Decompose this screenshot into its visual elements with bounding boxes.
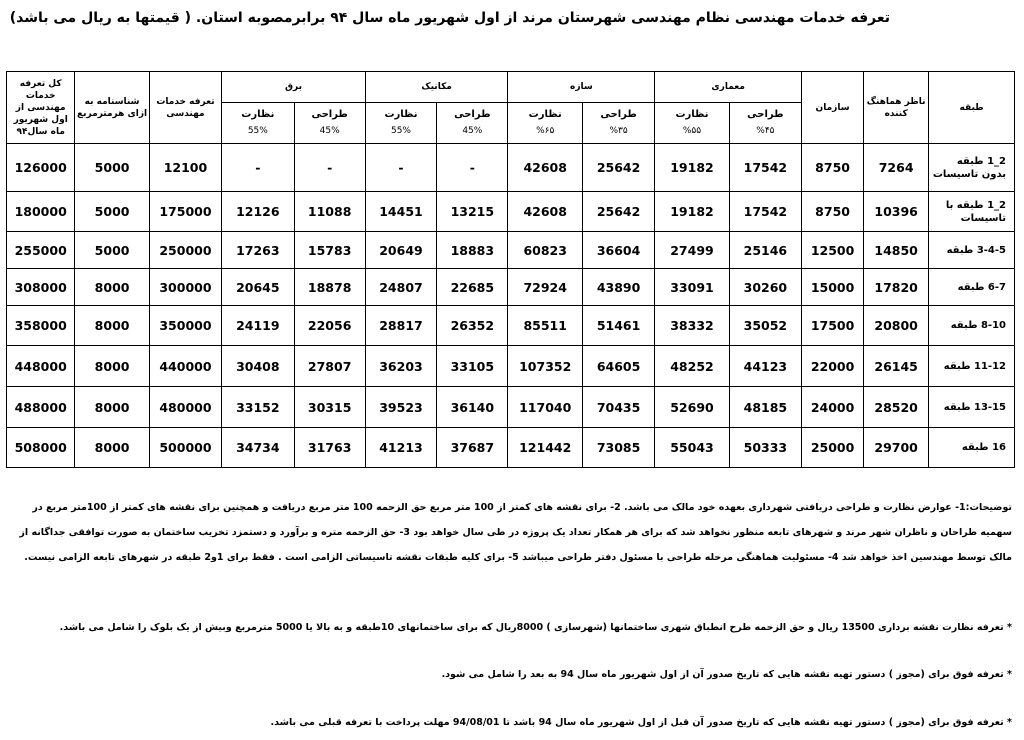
cell-engineering-fee: 300000 [149, 269, 221, 306]
cell-elec-design: 27807 [294, 346, 365, 387]
cell-str-supervision: 42608 [508, 192, 582, 232]
subheader-label: طراحی [311, 109, 348, 120]
cell-str-design: 25642 [582, 144, 654, 192]
cell-arch-design: 25146 [729, 232, 801, 269]
cell-organization: 22000 [802, 346, 864, 387]
table-row [7, 428, 1015, 468]
cell-mech-design: 37687 [437, 428, 508, 468]
note-item-1: * تعرفه نظارت نقشه برداری 13500 ریال و حق الزحمه طرح انطباق شهری ساختمانها (شهرسازی ) 8000ریال که برای ساختمانهای 10طبقه و به بالا یا 5000 مترمربع وبیش از یک بلوک را شامل می باشد. [59, 622, 1012, 633]
subheader-str-supervision [508, 103, 582, 144]
cell-floor: 16 طبقه [929, 428, 1015, 468]
cell-engineering-fee: 350000 [149, 306, 221, 346]
table-row [7, 306, 1015, 346]
subheader-label: نظارت [384, 109, 418, 120]
subheader-label: نظارت [528, 109, 562, 120]
cell-total-fee: 180000 [7, 192, 75, 232]
subheader-percent: %۴۵ [756, 126, 775, 136]
subheader-percent: %۵۵ [682, 126, 702, 136]
cell-engineering-fee: 12100 [149, 144, 221, 192]
cell-str-supervision: 72924 [508, 269, 582, 306]
cell-arch-supervision: 19182 [655, 144, 729, 192]
header-floor: طبقه [929, 72, 1015, 144]
cell-elec-supervision: 24119 [222, 306, 294, 346]
cell-floor: 2_1 طبقه بدون تاسیسات [929, 144, 1015, 192]
cell-arch-design: 17542 [729, 144, 801, 192]
cell-str-supervision: 42608 [508, 144, 582, 192]
notes-line-1: توضیحات:1- عوارض نظارت و طراحی دریافتی شهرداری بعهده خود مالک می باشد. 2- برای نقشه های کمتر از 100 متر مربع حق الزحمه 100 متر مربع دریافت و همچنین برای نقشه های کمتر از 100متر مربع در [32, 502, 1012, 513]
note-item-2: * تعرفه فوق برای (مجوز ) دستور تهیه نقشه هایی که تاریخ صدور آن از اول شهریور ماه سال 94 به بعد را شامل می شود. [441, 669, 1012, 680]
subheader-arch-supervision [655, 103, 729, 144]
subheader-label: طراحی [747, 109, 784, 120]
cell-coordinator: 17820 [864, 269, 929, 306]
cell-str-design: 36604 [582, 232, 654, 269]
note-item-3: * تعرفه فوق برای (مجوز ) دستور تهیه نقشه هایی که تاریخ صدور آن قبل از اول شهریور ماه سال 94 باشد تا 94/08/01 مهلت پرداخت با تعرفه قبلی می باشد. [270, 717, 1012, 728]
subheader-elec-supervision [222, 103, 294, 144]
cell-coordinator: 20800 [864, 306, 929, 346]
cell-total-fee: 255000 [7, 232, 75, 269]
cell-str-design: 73085 [582, 428, 654, 468]
header-architecture: معماری [655, 72, 802, 103]
cell-mech-design: 22685 [437, 269, 508, 306]
subheader-mech-design [437, 103, 508, 144]
cell-str-supervision: 107352 [508, 346, 582, 387]
table-row [7, 387, 1015, 428]
header-engineering-fee: تعرفه خدمات مهندسی [149, 72, 221, 144]
cell-arch-design: 35052 [729, 306, 801, 346]
document-title: تعرفه خدمات مهندسی نظام مهندسی شهرستان مرند از اول شهریور ماه سال ۹۴ برابرمصوبه استان. ( قیمتها به ریال می باشد) [9, 10, 890, 26]
notes-line-2: سهمیه طراحان و ناظران شهر مرند و شهرهای تابعه منظور نخواهد شد که برای هر همکار تعداد یک پروژه در طی سال خواهد بود 3- حق الزحمه متره و برآورد و دستمزد تخریب ساختمان به صورت توافقی جداگانه از [19, 527, 1012, 538]
cell-mech-supervision: 20649 [365, 232, 436, 269]
cell-arch-supervision: 55043 [655, 428, 729, 468]
cell-total-fee: 358000 [7, 306, 75, 346]
cell-id-card: 8000 [75, 428, 149, 468]
table-row [7, 192, 1015, 232]
subheader-arch-design [729, 103, 801, 144]
cell-arch-design: 17542 [729, 192, 801, 232]
cell-mech-design: 13215 [437, 192, 508, 232]
table-row [7, 346, 1015, 387]
cell-str-design: 70435 [582, 387, 654, 428]
cell-coordinator: 29700 [864, 428, 929, 468]
cell-mech-design: 26352 [437, 306, 508, 346]
cell-arch-supervision: 33091 [655, 269, 729, 306]
cell-organization: 25000 [802, 428, 864, 468]
cell-elec-design: 30315 [294, 387, 365, 428]
subheader-label: نظارت [241, 109, 275, 120]
cell-engineering-fee: 480000 [149, 387, 221, 428]
cell-str-supervision: 117040 [508, 387, 582, 428]
subheader-percent: %۳۵ [609, 126, 628, 136]
cell-elec-design: 31763 [294, 428, 365, 468]
cell-arch-design: 48185 [729, 387, 801, 428]
subheader-label: نظارت [675, 109, 709, 120]
cell-id-card: 8000 [75, 346, 149, 387]
header-id-card: شناسنامه به ازای هرمترمربع [75, 72, 149, 144]
cell-arch-design: 50333 [729, 428, 801, 468]
cell-mech-supervision: 14451 [365, 192, 436, 232]
cell-floor: 11-12 طبقه [929, 346, 1015, 387]
subheader-elec-design [294, 103, 365, 144]
cell-organization: 17500 [802, 306, 864, 346]
cell-organization: 24000 [802, 387, 864, 428]
cell-arch-supervision: 27499 [655, 232, 729, 269]
cell-mech-supervision: 39523 [365, 387, 436, 428]
cell-mech-design: 18883 [437, 232, 508, 269]
cell-elec-supervision: - [222, 144, 294, 192]
cell-str-design: 25642 [582, 192, 654, 232]
cell-arch-supervision: 48252 [655, 346, 729, 387]
cell-elec-supervision: 33152 [222, 387, 294, 428]
cell-coordinator: 7264 [864, 144, 929, 192]
header-structure: سازه [508, 72, 655, 103]
header-total-fee: کل تعرفه خدمات مهندسی از اول شهریور ماه سال۹۴ [7, 72, 75, 144]
fee-table [6, 71, 1015, 468]
cell-mech-supervision: 41213 [365, 428, 436, 468]
subheader-percent: %۶۵ [536, 126, 555, 136]
cell-engineering-fee: 440000 [149, 346, 221, 387]
cell-arch-design: 30260 [729, 269, 801, 306]
cell-total-fee: 308000 [7, 269, 75, 306]
cell-elec-supervision: 34734 [222, 428, 294, 468]
table-row [7, 144, 1015, 192]
cell-str-design: 51461 [582, 306, 654, 346]
cell-id-card: 8000 [75, 306, 149, 346]
subheader-mech-supervision [365, 103, 436, 144]
cell-organization: 15000 [802, 269, 864, 306]
cell-coordinator: 14850 [864, 232, 929, 269]
cell-mech-design: 33105 [437, 346, 508, 387]
cell-elec-design: 22056 [294, 306, 365, 346]
header-electrical: برق [222, 72, 366, 103]
notes-line-3: مالک توسط مهندسین اخذ خواهد شد 4- مسئولیت هماهنگی مرحله طراحی با مسئول دفتر طراحی میباشد 5- برای کلیه طبقات نقشه تاسیساتی الزامی است . فقط برای 1و2 طبقه در شهرهای تابعه الزامی نیست. [24, 552, 1012, 563]
cell-mech-supervision: - [365, 144, 436, 192]
cell-floor: 13-15 طبقه [929, 387, 1015, 428]
cell-id-card: 5000 [75, 144, 149, 192]
header-organization: سازمان [802, 72, 864, 144]
cell-elec-supervision: 12126 [222, 192, 294, 232]
subheader-percent: 55% [247, 126, 268, 136]
cell-organization: 12500 [802, 232, 864, 269]
table-row [7, 269, 1015, 306]
cell-engineering-fee: 175000 [149, 192, 221, 232]
cell-floor: 8-10 طبقه [929, 306, 1015, 346]
subheader-label: طراحی [454, 109, 491, 120]
cell-str-supervision: 121442 [508, 428, 582, 468]
subheader-percent: 55% [390, 126, 411, 136]
cell-floor: 2_1 طبقه با تاسیسات [929, 192, 1015, 232]
cell-organization: 8750 [802, 192, 864, 232]
cell-coordinator: 28520 [864, 387, 929, 428]
subheader-str-design [582, 103, 654, 144]
cell-coordinator: 10396 [864, 192, 929, 232]
subheader-label: طراحی [600, 109, 637, 120]
subheader-percent: 45% [462, 126, 483, 136]
header-coordinator: ناظر هماهنگ کننده [864, 72, 929, 144]
cell-total-fee: 488000 [7, 387, 75, 428]
cell-elec-supervision: 17263 [222, 232, 294, 269]
cell-elec-design: - [294, 144, 365, 192]
cell-mech-supervision: 24807 [365, 269, 436, 306]
cell-id-card: 5000 [75, 192, 149, 232]
cell-floor: 3-4-5 طبقه [929, 232, 1015, 269]
cell-floor: 6-7 طبقه [929, 269, 1015, 306]
header-mechanical: مکانیک [365, 72, 508, 103]
cell-mech-design: - [437, 144, 508, 192]
cell-str-design: 43890 [582, 269, 654, 306]
cell-elec-supervision: 20645 [222, 269, 294, 306]
cell-elec-design: 15783 [294, 232, 365, 269]
cell-mech-supervision: 28817 [365, 306, 436, 346]
cell-arch-supervision: 19182 [655, 192, 729, 232]
cell-engineering-fee: 250000 [149, 232, 221, 269]
cell-id-card: 8000 [75, 269, 149, 306]
cell-arch-supervision: 52690 [655, 387, 729, 428]
cell-total-fee: 126000 [7, 144, 75, 192]
cell-arch-design: 44123 [729, 346, 801, 387]
cell-engineering-fee: 500000 [149, 428, 221, 468]
cell-elec-supervision: 30408 [222, 346, 294, 387]
cell-str-supervision: 60823 [508, 232, 582, 269]
cell-total-fee: 448000 [7, 346, 75, 387]
cell-str-design: 64605 [582, 346, 654, 387]
cell-arch-supervision: 38332 [655, 306, 729, 346]
subheader-percent: 45% [319, 126, 340, 136]
cell-coordinator: 26145 [864, 346, 929, 387]
cell-id-card: 8000 [75, 387, 149, 428]
cell-elec-design: 11088 [294, 192, 365, 232]
cell-str-supervision: 85511 [508, 306, 582, 346]
cell-id-card: 5000 [75, 232, 149, 269]
cell-mech-design: 36140 [437, 387, 508, 428]
cell-total-fee: 508000 [7, 428, 75, 468]
cell-elec-design: 18878 [294, 269, 365, 306]
table-row [7, 232, 1015, 269]
cell-mech-supervision: 36203 [365, 346, 436, 387]
cell-organization: 8750 [802, 144, 864, 192]
fee-table-body [7, 144, 1015, 468]
